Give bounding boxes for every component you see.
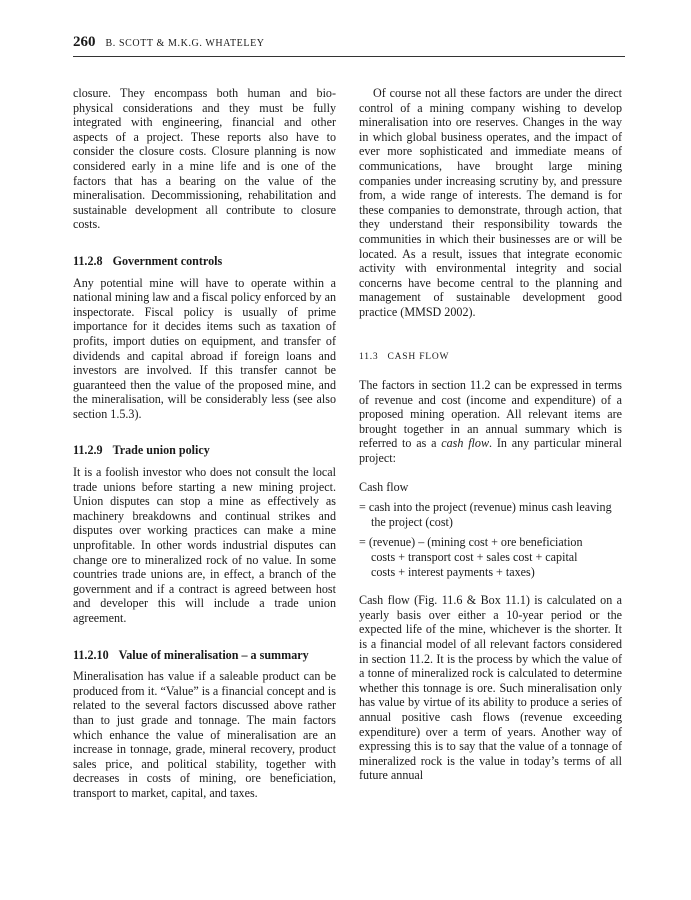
- paragraph-trade-union: It is a foolish investor who does not consult the local trade unions before starting a new mining project. Union disputes can stop a mine as effectively as machinery breakdowns and continual strikes and disputes over working practices can make a mine unprofitable. In other words industrial disputes can change ore to mineralized rock of no value. In some countries trade unions are, in effect, a branch of the government and if a contract is agreed between host and developer this will include a trade union agreement.: [73, 465, 336, 625]
- paragraph-factors: [359, 378, 622, 466]
- heading-value-summary: [73, 648, 336, 663]
- running-head: B. SCOTT & M.K.G. WHATELEY: [105, 38, 265, 49]
- equation-2-line-3: costs + interest payments + taxes): [371, 564, 535, 579]
- heading-number: 11.2.9: [73, 443, 103, 458]
- running-header: [73, 34, 625, 51]
- paragraph-factors-end: . In any particular mineral project:: [359, 436, 623, 466]
- heading-title: Government controls: [112, 253, 223, 268]
- paragraph-of-course: Of course not all these factors are under the direct control of a mining company wishing to develop mineralisation into ore reserves. Changes in the way in which global business operates, and the impact of ever more sophisticated and immediate means of communications, have brought large mining companies under increasing scrutiny by, and pressure from, a wide range of interests. The demand is for these companies to demonstrate, through action, that they understand their responsibility towards the communities in which their businesses are or will be located. As a result, issues that integrate economic activity with environmental integrity and social concerns have become central to the planning and management of sustainable development good practice (MMSD 2002).: [359, 86, 622, 319]
- paragraph-cash-flow: Cash flow (Fig. 11.6 & Box 11.1) is calculated on a yearly basis over either a 10-year period or the expected life of the mine, whichever is the shorter. It is a financial model of all relevant factors considered in section 11.2. It is the process by which the value of a tonne of mineralized rock is calculated to determine whether this tonnage is ore. Such mineralisation only has value by virtue of its ability to produce a series of annual positive cash flows (revenue exceeding expenditure) over a term of years. Another way of expressing this is to say that the value of a tonnage of mineralized rock is the value in today’s terms of all future annual: [359, 593, 622, 783]
- section-title: CASH FLOW: [387, 351, 450, 362]
- heading-government-controls: [73, 254, 336, 269]
- heading-title: Trade union policy: [112, 443, 210, 458]
- equation-2-line-1: = (revenue) – (mining cost + ore beneficiation: [359, 535, 583, 550]
- cash-flow-term: cash flow: [441, 436, 490, 451]
- heading-number: 11.2.8: [73, 253, 103, 268]
- equation-2-line-2: costs + transport cost + sales cost + capital: [371, 550, 578, 565]
- header-rule: [73, 56, 625, 57]
- page-number: 260: [73, 34, 96, 50]
- equation-2: [359, 535, 622, 579]
- paragraph-closure: closure. They encompass both human and bio-physical considerations and they must be fully integrated with engineering, financial and other aspects of a project. These reports also have to consider the closure costs. Closure planning is now considered early in a mine life and is one of the factors that has a bearing on the value of the mineralisation. Decommissioning, rehabilitation and sustainable development all contribute to closure costs.: [73, 86, 336, 232]
- heading-trade-union-policy: [73, 443, 336, 458]
- paragraph-factors-start: The factors in section 11.2 can be expressed in terms of revenue and cost (income and expenditure) of a proposed mining operation. All relevant items are brought together in an annual summary which is referred to as a: [359, 378, 622, 451]
- paragraph-government: Any potential mine will have to operate within a national mining law and a fiscal policy enforced by an inspectorate. Fiscal policy is usually of prime importance for it decides items such as taxation of profits, import duties on equipment, and transfer of dividends and capital abroad if foreign loans and investors are involved. If this transfer cannot be guaranteed then the value of the proposed mine, and the mineralisation, will be considerably less (see also section 1.5.3).: [73, 275, 336, 421]
- section-number: 11.3: [359, 351, 379, 362]
- section-heading-cash-flow: [359, 350, 622, 365]
- heading-title: Value of mineralisation – a summary: [118, 647, 309, 662]
- equation-line-1: = cash into the project (revenue) minus cash leaving the project (cost): [359, 500, 612, 529]
- equation-label: Cash flow: [359, 479, 409, 494]
- paragraph-value: Mineralisation has value if a saleable product can be produced from it. “Value” is a financial concept and is related to the several factors discussed above rather than to just grade and tonnage. The main factors which enhance the value of mineralisation are an increase in tonnage, grade, mineral recovery, product sales price, and political stability, together with decreases in costs of mining, ore beneficiation, transport to market, capital, and taxes.: [73, 669, 336, 800]
- left-column: [73, 86, 336, 801]
- heading-number: 11.2.10: [73, 647, 109, 662]
- right-column: [359, 86, 622, 783]
